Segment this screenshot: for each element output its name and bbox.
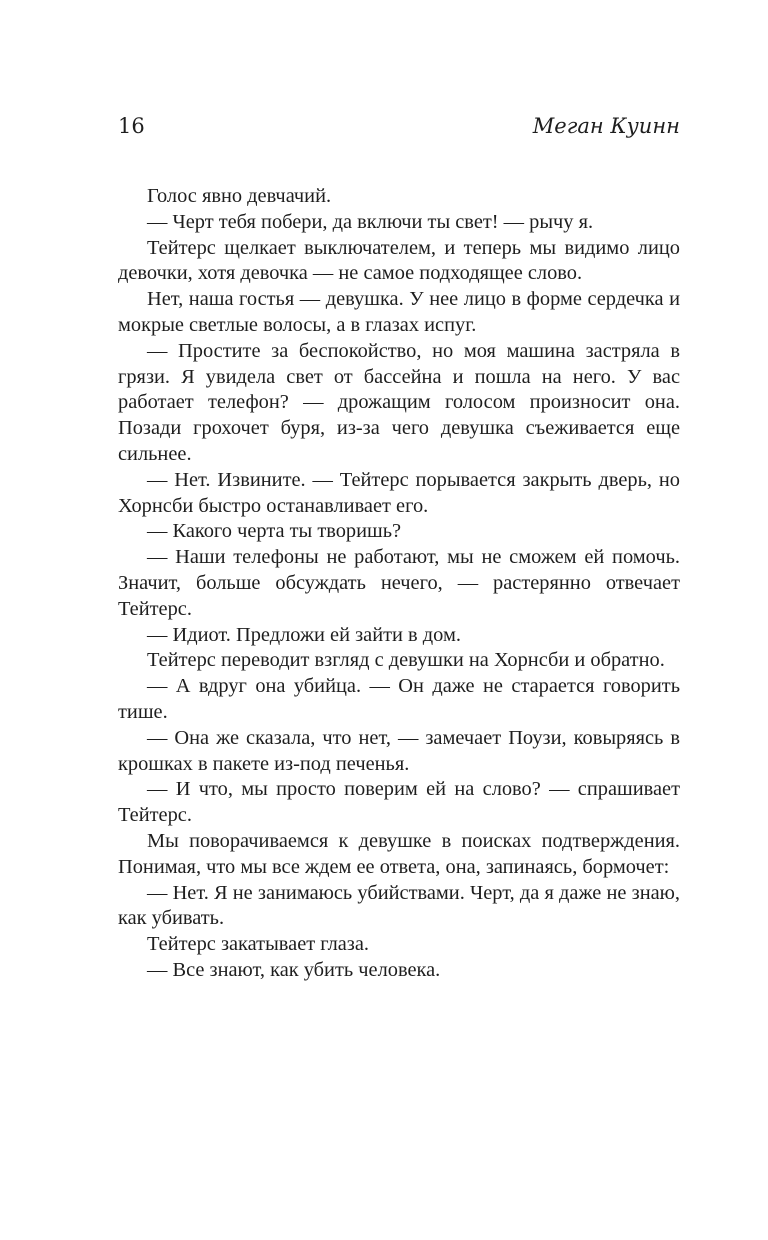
paragraph: — Черт тебя побери, да включи ты свет! — рычу я. (147, 210, 594, 233)
page-header (118, 114, 680, 144)
page-number: 16 (118, 114, 145, 138)
running-title-author: Меган Куинн (532, 114, 680, 138)
paragraph: Нет, наша гостья — девушка. У нее лицо в форме сердечка и мокрые светлые волосы, а в глазах испуг. (118, 288, 680, 336)
paragraph: Мы поворачиваемся к девушке в поисках подтверждения. Понимая, что мы все ждем ее ответа, она, запинаясь, бормочет: (118, 829, 680, 878)
paragraph: Тейтерс закатывает глаза. (147, 933, 370, 956)
paragraph: — Она же сказала, что нет, — замечает Поузи, ковыряясь в крошках в пакете из-под печенья. (118, 726, 680, 775)
paragraph: — Нет. Я не занимаюсь убийствами. Черт, да я даже не знаю, как убивать. (118, 881, 680, 930)
paragraph: — Какого черта ты творишь? (147, 520, 402, 543)
paragraph: — Наши телефоны не работают, мы не сможем ей помочь. Значит, больше обсуждать нечего, — растерянно отвечает Тейтерс. (118, 546, 680, 620)
paragraph: — И что, мы просто поверим ей на слово? — спрашивает Тейтерс. (118, 778, 680, 827)
paragraph: Тейтерс щелкает выключателем, и теперь мы видимо лицо девочки, хотя девочка — не самое подходящее слово. (118, 236, 680, 285)
paragraph: — Простите за беспокойство, но моя машина застряла в грязи. Я увидела свет от бассейна и пошла на него. У вас работает телефон? — дрожащим голосом произносит она. Позади грохочет буря, из-за чего девушка съеживается еще сильнее. (118, 339, 680, 465)
paragraph: Голос явно девчачий. (147, 185, 332, 207)
paragraph: Тейтерс переводит взгляд с девушки на Хорнсби и обратно. (147, 649, 665, 672)
paragraph: — Нет. Извините. — Тейтерс порывается закрыть дверь, но Хорнсби быстро останавливает его. (118, 468, 680, 517)
paragraph: — А вдруг она убийца. — Он даже не старается говорить тише. (118, 675, 680, 723)
paragraph: — Все знают, как убить человека. (147, 958, 441, 981)
body-text (118, 184, 680, 984)
paragraph: — Идиот. Предложи ей зайти в дом. (147, 623, 461, 646)
